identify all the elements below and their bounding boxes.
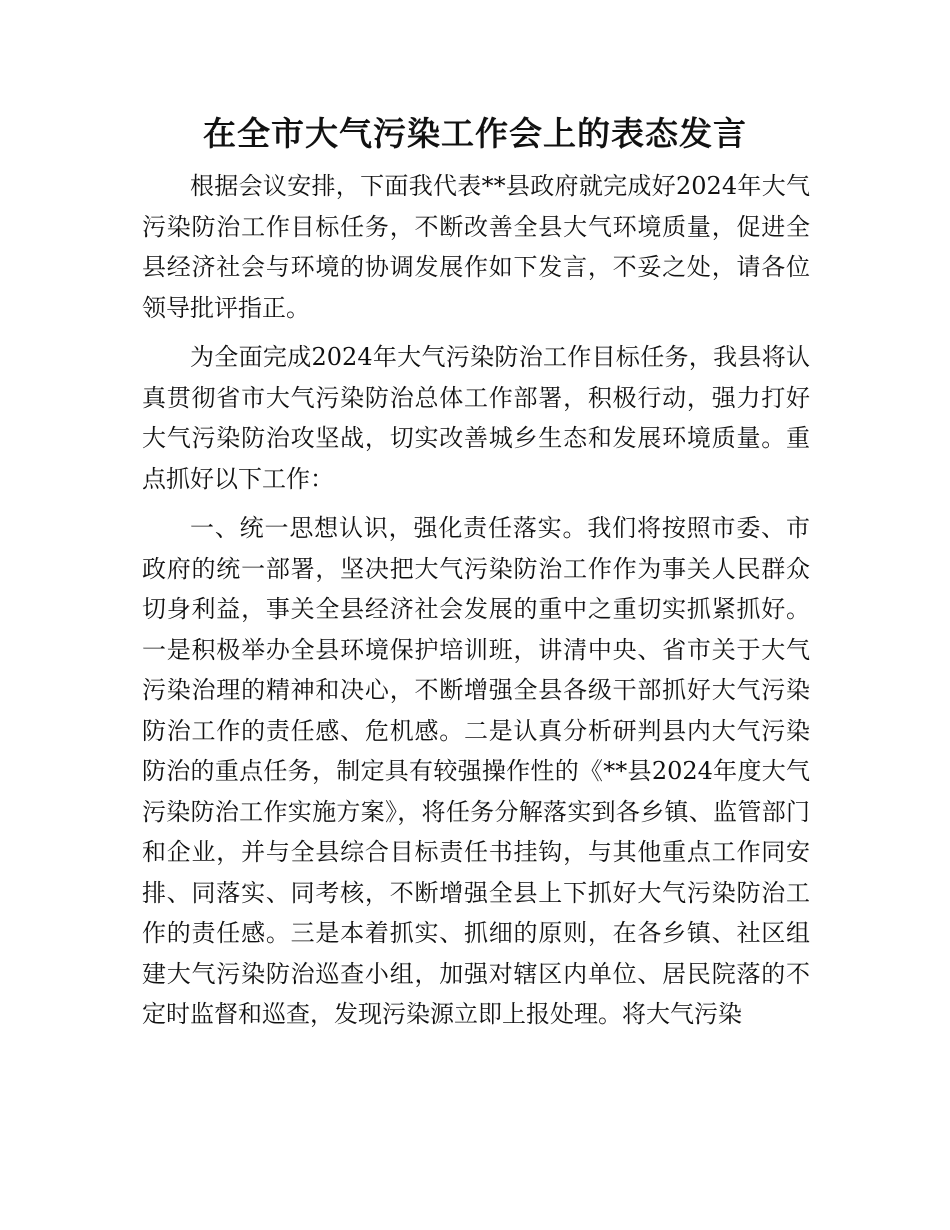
paragraph-intro: 根据会议安排，下面我代表**县政府就完成好2024年大气污染防治工作目标任务，不断改善全县大气环境质量，促进全县经济社会与环境的协调发展作如下发言，不妥之处，请各位领导批评指正。 [142, 172, 810, 322]
document-title: 在全市大气污染工作会上的表态发言 [203, 114, 747, 153]
paragraph-overview: 为全面完成2024年大气污染防治工作目标任务，我县将认真贯彻省市大气污染防治总体工作部署，积极行动，强力打好大气污染防治攻坚战，切实改善城乡生态和发展环境质量。重点抓好以下工作： [142, 343, 810, 493]
paragraph-section-one: 一、统一思想认识，强化责任落实。我们将按照市委、市政府的统一部署，坚决把大气污染防治工作作为事关人民群众切身利益，事关全县经济社会发展的重中之重切实抓紧抓好。一是积极举办全县环境保护培训班，讲清中央、省市关于大气污染治理的精神和决心，不断增强全县各级干部抓好大气污染防治工作的责任感、危机感。二是认真分析研判县内大气污染防治的重点任务，制定具有较强操作性的《**县2024年度大气污染防治工作实施方案》，将任务分解落实到各乡镇、监管部门和企业，并与全县综合目标责任书挂钩，与其他重点工作同安排、同落实、同考核，不断增强全县上下抓好大气污染防治工作的责任感。三是本着抓实、抓细的原则，在各乡镇、社区组建大气污染防治巡查小组，加强对辖区内单位、居民院落的不定时监督和巡查，发现污染源立即上报处理。将大气污染 [142, 514, 810, 1028]
document-body [142, 166, 810, 1035]
